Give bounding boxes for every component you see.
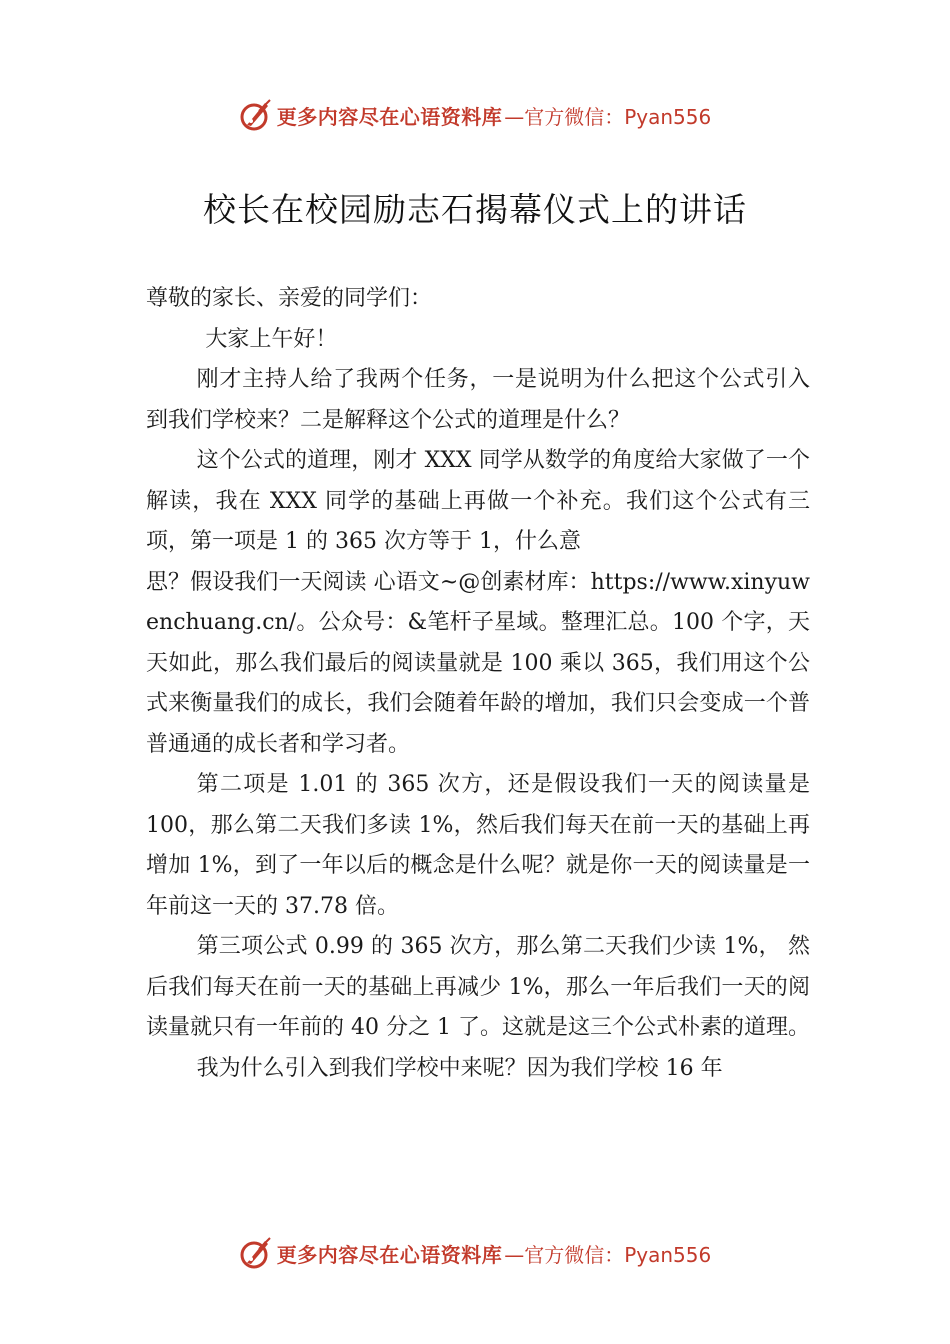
greeting: 大家上午好！ — [205, 326, 338, 352]
paragraph: 思？假设我们一天阅读 心语文~@创素材库：https://www.xinyuwenchuang.cn/。公众号：&笔杆子星域。整理汇总。100 个字，天天如此，那么我们最后的阅读量就是 100 乘以 365，我们用这个公式来衡量我们的成长，我们会随着年龄的增加，我们只会变成一个普普通通的成长者和学习者。 — [146, 569, 810, 757]
quill-pen-logo-icon — [239, 1236, 273, 1270]
banner-wechat-text: —官方微信：Pyan556 — [504, 1242, 712, 1267]
document-body — [146, 279, 810, 1089]
header-banner — [0, 95, 950, 135]
salutation: 尊敬的家长、亲爱的同学们： — [146, 286, 433, 311]
footer-banner — [0, 1233, 950, 1273]
quill-pen-logo-icon — [239, 98, 273, 132]
paragraph: 第二项是 1.01 的 365 次方，还是假设我们一天的阅读量是 100，那么第二天我们多读 1%，然后我们每天在前一天的基础上再增加 1%，到了一年以后的概念是什么呢？就是你一天的阅读量是一年前这一天的 37.78 倍。 — [146, 772, 810, 919]
document-title: 校长在校园励志石揭幕仪式上的讲话 — [203, 190, 747, 229]
paragraph: 刚才主持人给了我两个任务，一是说明为什么把这个公式引入到我们学校来？二是解释这个公式的道理是什么？ — [146, 367, 810, 433]
paragraph: 第三项公式 0.99 的 365 次方，那么第二天我们少读 1%， 然后我们每天在前一天的基础上再减少 1%，那么一年后我们一天的阅读量就只有一年前的 40 分之 1 了。这就是这三个公式朴素的道理。 — [146, 934, 810, 1040]
paragraph: 我为什么引入到我们学校中来呢？因为我们学校 16 年 — [196, 1055, 723, 1081]
banner-main-text: 更多内容尽在心语资料库 — [276, 104, 503, 129]
banner-main-text: 更多内容尽在心语资料库 — [276, 1242, 503, 1267]
paragraph: 这个公式的道理，刚才 XXX 同学从数学的角度给大家做了一个解读，我在 XXX 同学的基础上再做一个补充。我们这个公式有三项，第一项是 1 的 365 次方等于 1，什么意 — [146, 448, 810, 554]
banner-wechat-text: —官方微信：Pyan556 — [504, 104, 712, 129]
